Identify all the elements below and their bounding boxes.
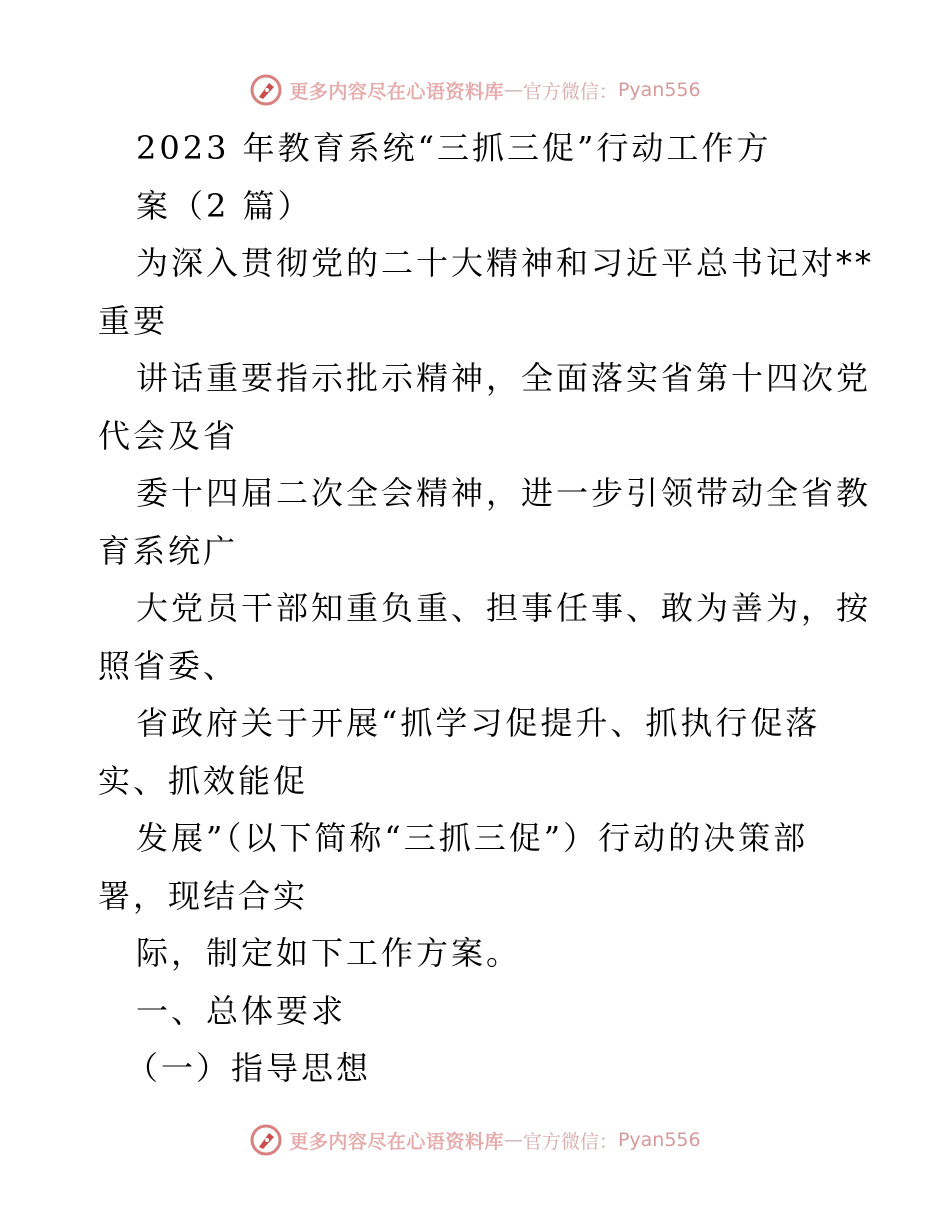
- footer-watermark: [0, 1120, 950, 1160]
- watermark-separator: —: [503, 1129, 523, 1151]
- paragraph-line: 省政府关于开展“抓学习促提升、抓执行促落: [136, 704, 821, 742]
- paragraph-line: 大党员干部知重负重、担事任事、敢为善为，按: [136, 589, 872, 627]
- paragraph-line: 际，制定如下工作方案。: [136, 934, 522, 972]
- paragraph-line: 委十四届二次全会精神，进一步引领带动全省教: [136, 474, 872, 512]
- watermark-wechat-label: 官方微信：: [522, 80, 618, 103]
- header-watermark: [0, 70, 950, 110]
- watermark-wechat-id: Pyan556: [617, 1129, 701, 1151]
- document-title: 2023 年教育系统“三抓三促”行动工作方: [136, 129, 772, 167]
- document-title-continued: 案（2 篇）: [136, 186, 313, 225]
- document-body: [98, 120, 875, 1098]
- watermark-wechat-label: 官方微信：: [522, 1130, 618, 1153]
- pen-nib-circle-icon: [249, 73, 283, 107]
- paragraph-line: 实、抓效能促: [98, 761, 309, 800]
- paragraph-line: 照省委、: [98, 646, 239, 685]
- paragraph-line: 发展”（以下简称“三抓三促”）行动的决策部: [136, 819, 809, 857]
- paragraph-line: 重要: [98, 301, 169, 340]
- subsection-heading: （一）指导思想: [126, 1049, 372, 1087]
- watermark-text: 更多内容尽在心语资料库: [289, 80, 504, 103]
- pen-nib-circle-icon: [249, 1123, 283, 1157]
- section-heading: 一、总体要求: [136, 991, 347, 1030]
- paragraph-line: 育系统广: [98, 531, 239, 570]
- paragraph-line: 为深入贯彻党的二十大精神和习近平总书记对**: [136, 244, 875, 282]
- paragraph-line: 代会及省: [98, 416, 239, 455]
- paragraph-line: 讲话重要指示批示精神，全面落实省第十四次党: [136, 359, 872, 397]
- watermark-text: 更多内容尽在心语资料库: [289, 1130, 504, 1153]
- watermark-separator: —: [503, 79, 523, 101]
- watermark-wechat-id: Pyan556: [617, 79, 701, 101]
- paragraph-line: 署，现结合实: [98, 876, 309, 915]
